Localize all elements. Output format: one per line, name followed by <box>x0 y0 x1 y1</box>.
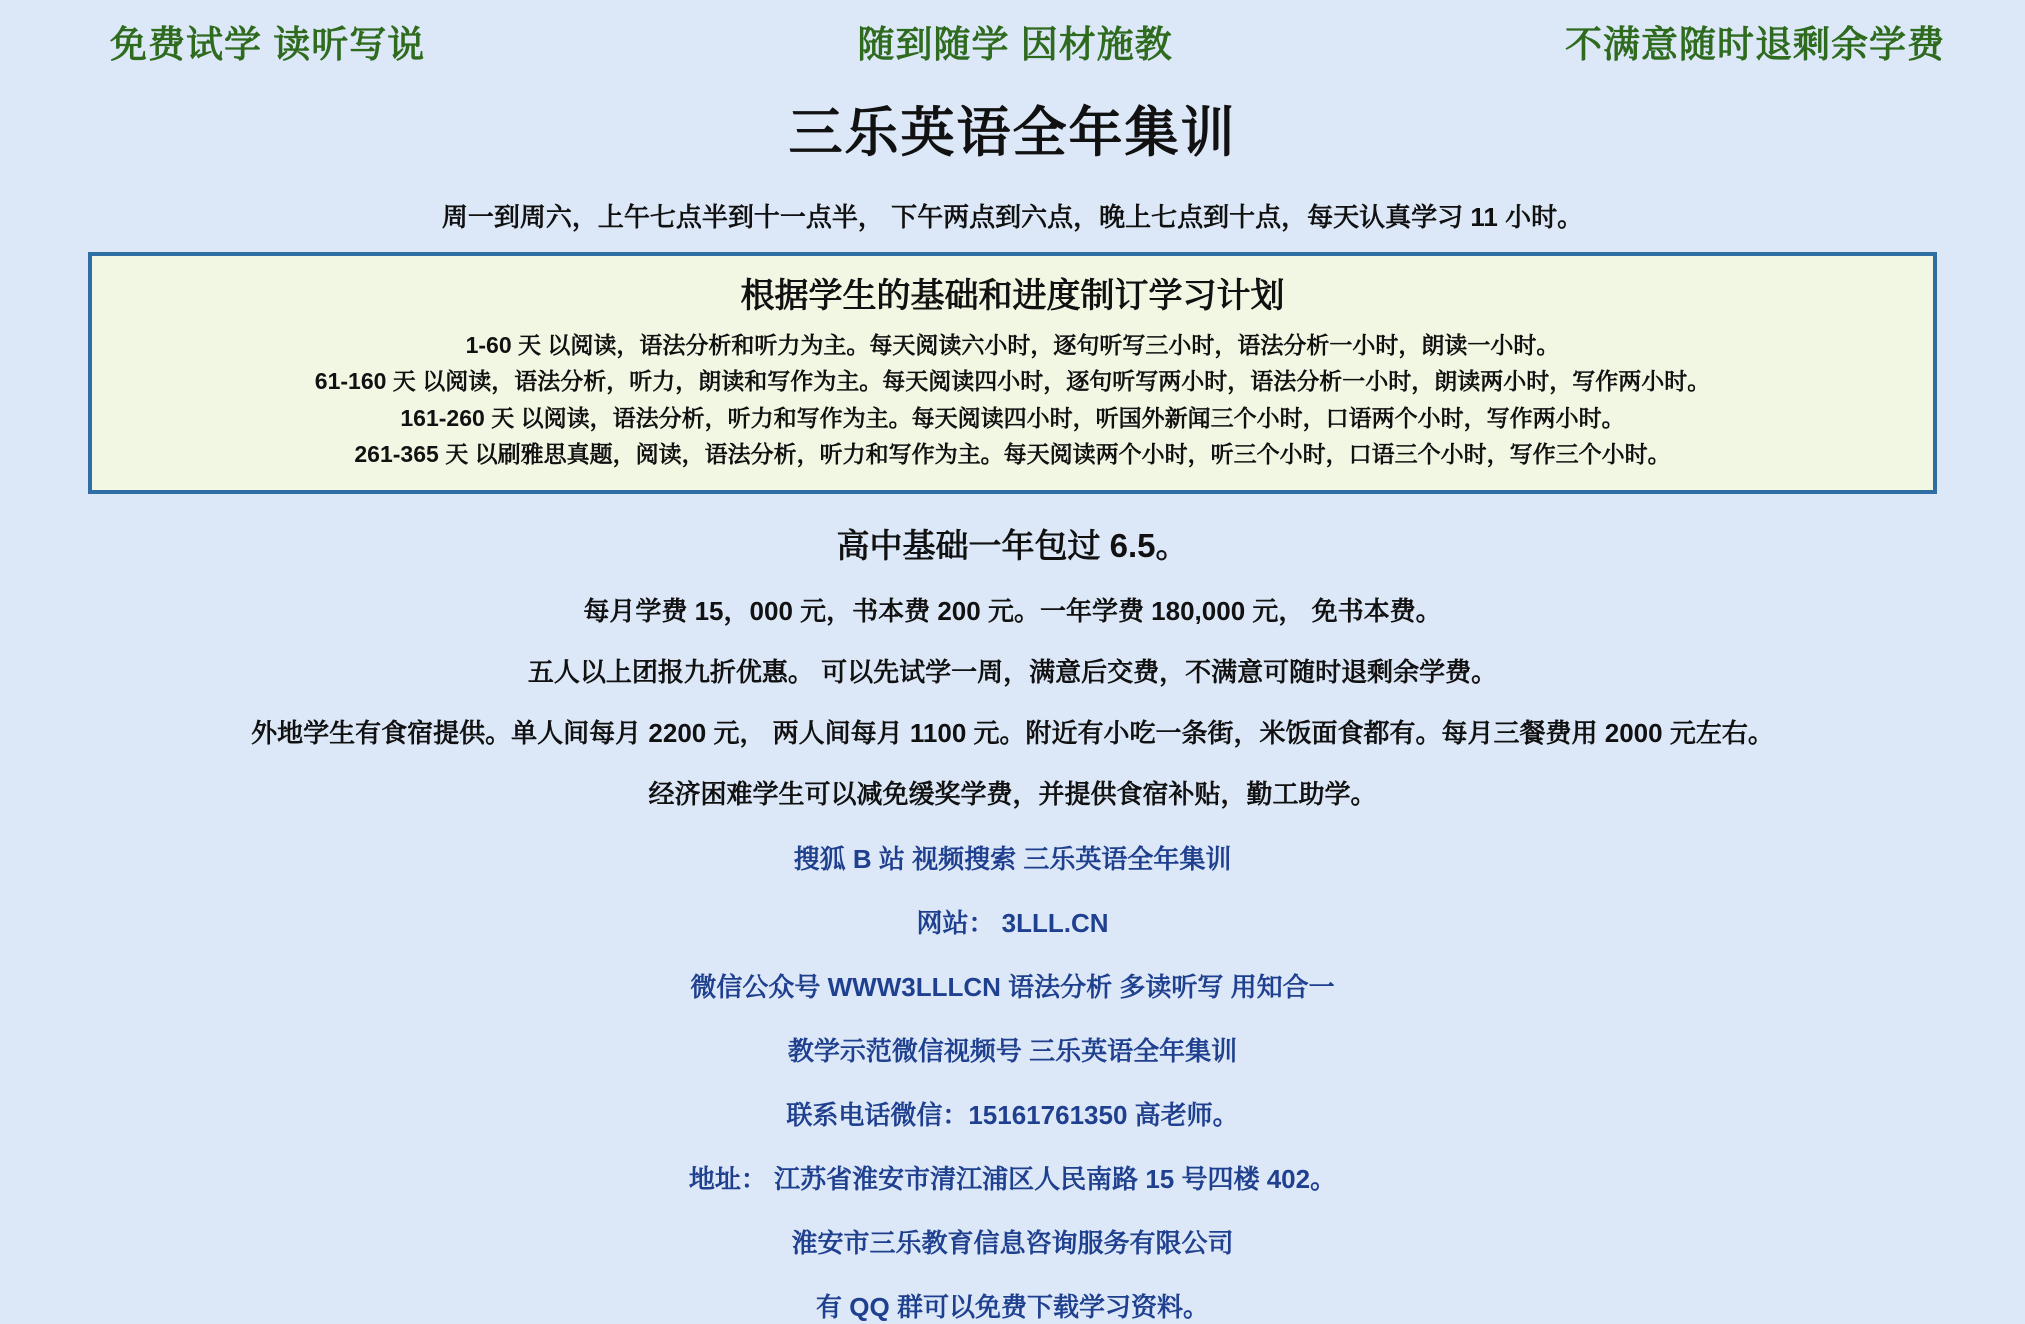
study-plan-line: 1-60 天 以阅读，语法分析和听力为主。每天阅读六小时，逐句听写三小时，语法分析一小时，朗读一小时。 <box>465 332 1560 358</box>
contact-line-qq-group: 有 QQ 群可以免费下载学习资料。 <box>816 1292 1209 1323</box>
info-line-financial-aid: 经济困难学生可以减免缓奖学费，并提供食宿补贴，勤工助学。 <box>648 779 1377 810</box>
study-plan-line: 261-365 天 以刷雅思真题，阅读，语法分析，听力和写作为主。每天阅读两个小时，听三个小时，口语三个小时，写作三个小时。 <box>354 440 1671 467</box>
study-plan-line: 161-260 天 以阅读，语法分析，听力和写作为主。每天阅读四小时，听国外新闻三个小时，口语两个小时，写作两小时。 <box>400 404 1625 431</box>
slogan-row <box>0 0 2025 68</box>
info-line-accommodation: 外地学生有食宿提供。单人间每月 2200 元， 两人间每月 1100 元。附近有小吃一条街，米饭面食都有。每月三餐费用 2000 元左右。 <box>251 718 1774 749</box>
contact-line-video: 搜狐 B 站 视频搜索 三乐英语全年集训 <box>793 844 1232 875</box>
contact-line-phone: 联系电话微信：15161761350 高老师。 <box>786 1100 1239 1131</box>
study-plan-title: 根据学生的基础和进度制订学习计划 <box>740 277 1285 315</box>
study-plan-line: 61-160 天 以阅读，语法分析，听力，朗读和写作为主。每天阅读四小时，逐句听写两小时，语法分析一小时，朗读两小时，写作两小时。 <box>314 368 1711 395</box>
contact-line-wechat-official: 微信公众号 WWW3LLLCN 语法分析 多读听写 用知合一 <box>690 972 1335 1003</box>
contact-line-website: 网站： 3LLL.CN <box>916 908 1109 939</box>
schedule-line: 周一到周六，上午七点半到十一点半， 下午两点到六点，晚上七点到十点，每天认真学习 11 小时。 <box>441 202 1584 232</box>
guarantee-line: 高中基础一年包过 6.5。 <box>836 527 1189 565</box>
slogan-left: 免费试学 读听写说 <box>110 24 426 65</box>
contact-line-address: 地址： 江苏省淮安市清江浦区人民南路 15 号四楼 402。 <box>688 1164 1337 1195</box>
slogan-middle: 随到随学 因材施教 <box>857 24 1173 65</box>
study-plan-box <box>88 252 1937 494</box>
contact-line-company: 淮安市三乐教育信息咨询服务有限公司 <box>791 1228 1234 1259</box>
slogan-right: 不满意随时退剩余学费 <box>1565 24 1945 65</box>
contact-line-wechat-channel: 教学示范微信视频号 三乐英语全年集训 <box>787 1036 1238 1067</box>
page-title: 三乐英语全年集训 <box>788 103 1237 163</box>
info-line-tuition: 每月学费 15，000 元，书本费 200 元。一年学费 180,000 元， 免书本费。 <box>583 596 1442 627</box>
info-line-discount: 五人以上团报九折优惠。 可以先试学一周，满意后交费，不满意可随时退剩余学费。 <box>527 657 1498 688</box>
